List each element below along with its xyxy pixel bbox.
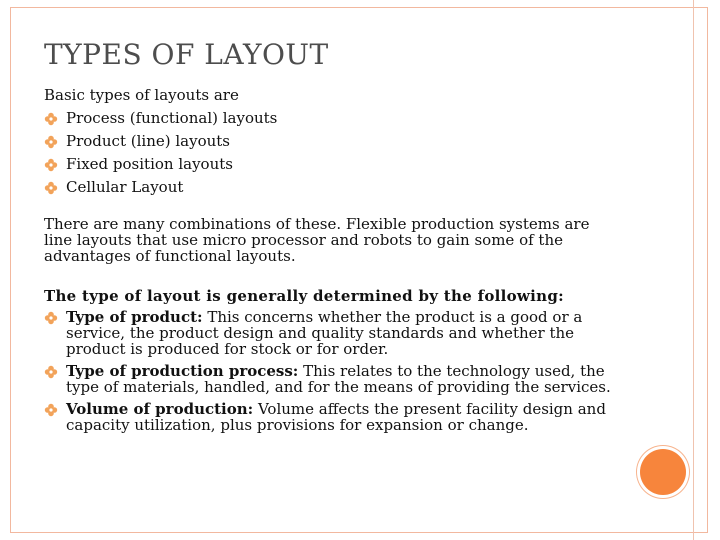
list-item	[44, 156, 619, 172]
orange-circle-decoration	[640, 449, 686, 495]
list-item	[44, 133, 619, 149]
list-item	[44, 401, 619, 433]
factor-term: Type of product:	[66, 308, 203, 326]
list-item-text: Process (functional) layouts	[66, 109, 278, 127]
list-item	[44, 309, 619, 357]
factor-text: This relates to the technology used, the type of materials, handled, and for the means of providing the services.	[66, 362, 611, 396]
slide-body	[44, 87, 619, 433]
flower-bullet-icon	[44, 311, 58, 325]
flower-bullet-icon	[44, 135, 58, 149]
factor-term: Type of production process:	[66, 362, 299, 380]
list-item-text: Product (line) layouts	[66, 132, 230, 150]
factor-text: This concerns whether the product is a good or a service, the product design and quality standards and whether the product is produced for stock or for order.	[66, 308, 583, 358]
flower-bullet-icon	[44, 112, 58, 126]
combinations-paragraph: There are many combinations of these. Flexible production systems are line layouts that use micro processor and robots to gain some of the advantages of functional layouts.	[44, 215, 590, 265]
flower-bullet-icon	[44, 158, 58, 172]
factor-text: Volume affects the present facility design and capacity utilization, plus provisions for expansion or change.	[66, 400, 606, 434]
basic-types-list	[44, 110, 619, 195]
flower-bullet-icon	[44, 181, 58, 195]
factors-heading: The type of layout is generally determined by the following:	[44, 287, 564, 305]
flower-bullet-icon	[44, 365, 58, 379]
factor-term: Volume of production:	[66, 400, 254, 418]
list-item	[44, 110, 619, 126]
list-item-text: Cellular Layout	[66, 178, 184, 196]
factors-list	[44, 309, 619, 433]
list-item	[44, 363, 619, 395]
intro-text: Basic types of layouts are	[44, 86, 239, 104]
list-item-text: Fixed position layouts	[66, 155, 233, 173]
list-item	[44, 179, 619, 195]
flower-bullet-icon	[44, 403, 58, 417]
slide-title: TYPES OF LAYOUT	[44, 38, 329, 71]
frame-accent-line	[693, 0, 694, 540]
